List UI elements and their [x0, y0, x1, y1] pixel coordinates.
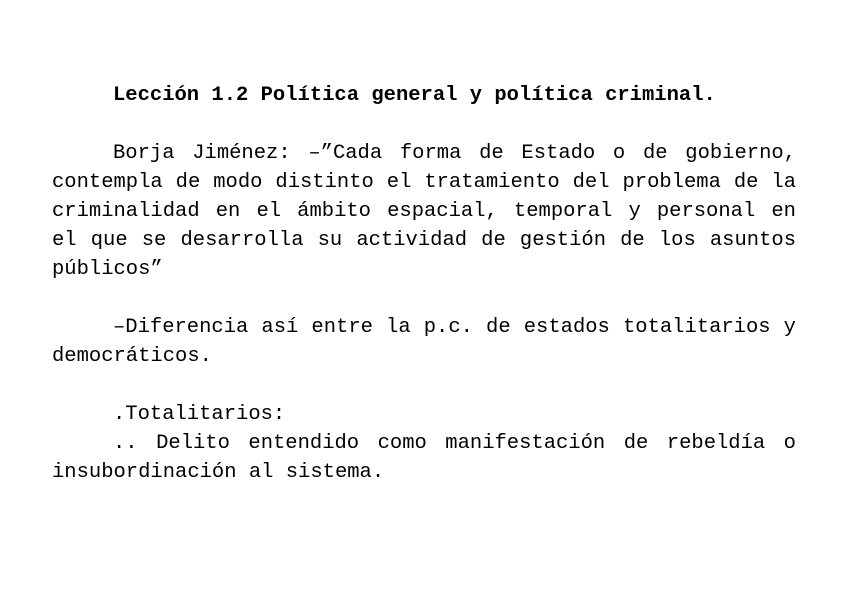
quote-paragraph: Borja Jiménez: –”Cada forma de Estado o de gobierno, contempla de modo distinto el tratamiento del problema de la criminalidad en el ámbito espacial, temporal y personal en el que se desarrolla su actividad de gestión de los asuntos públicos” — [52, 142, 796, 281]
totalitarian-label: .Totalitarios: — [113, 403, 286, 426]
document-page — [52, 81, 796, 516]
difference-paragraph: –Diferencia así entre la p.c. de estados totalitarios y democráticos. — [52, 316, 796, 368]
lesson-heading: Lección 1.2 Política general y política criminal. — [113, 84, 716, 107]
totalitarian-item: .. Delito entendido como manifestación de rebeldía o insubordinación al sistema. — [52, 432, 796, 484]
